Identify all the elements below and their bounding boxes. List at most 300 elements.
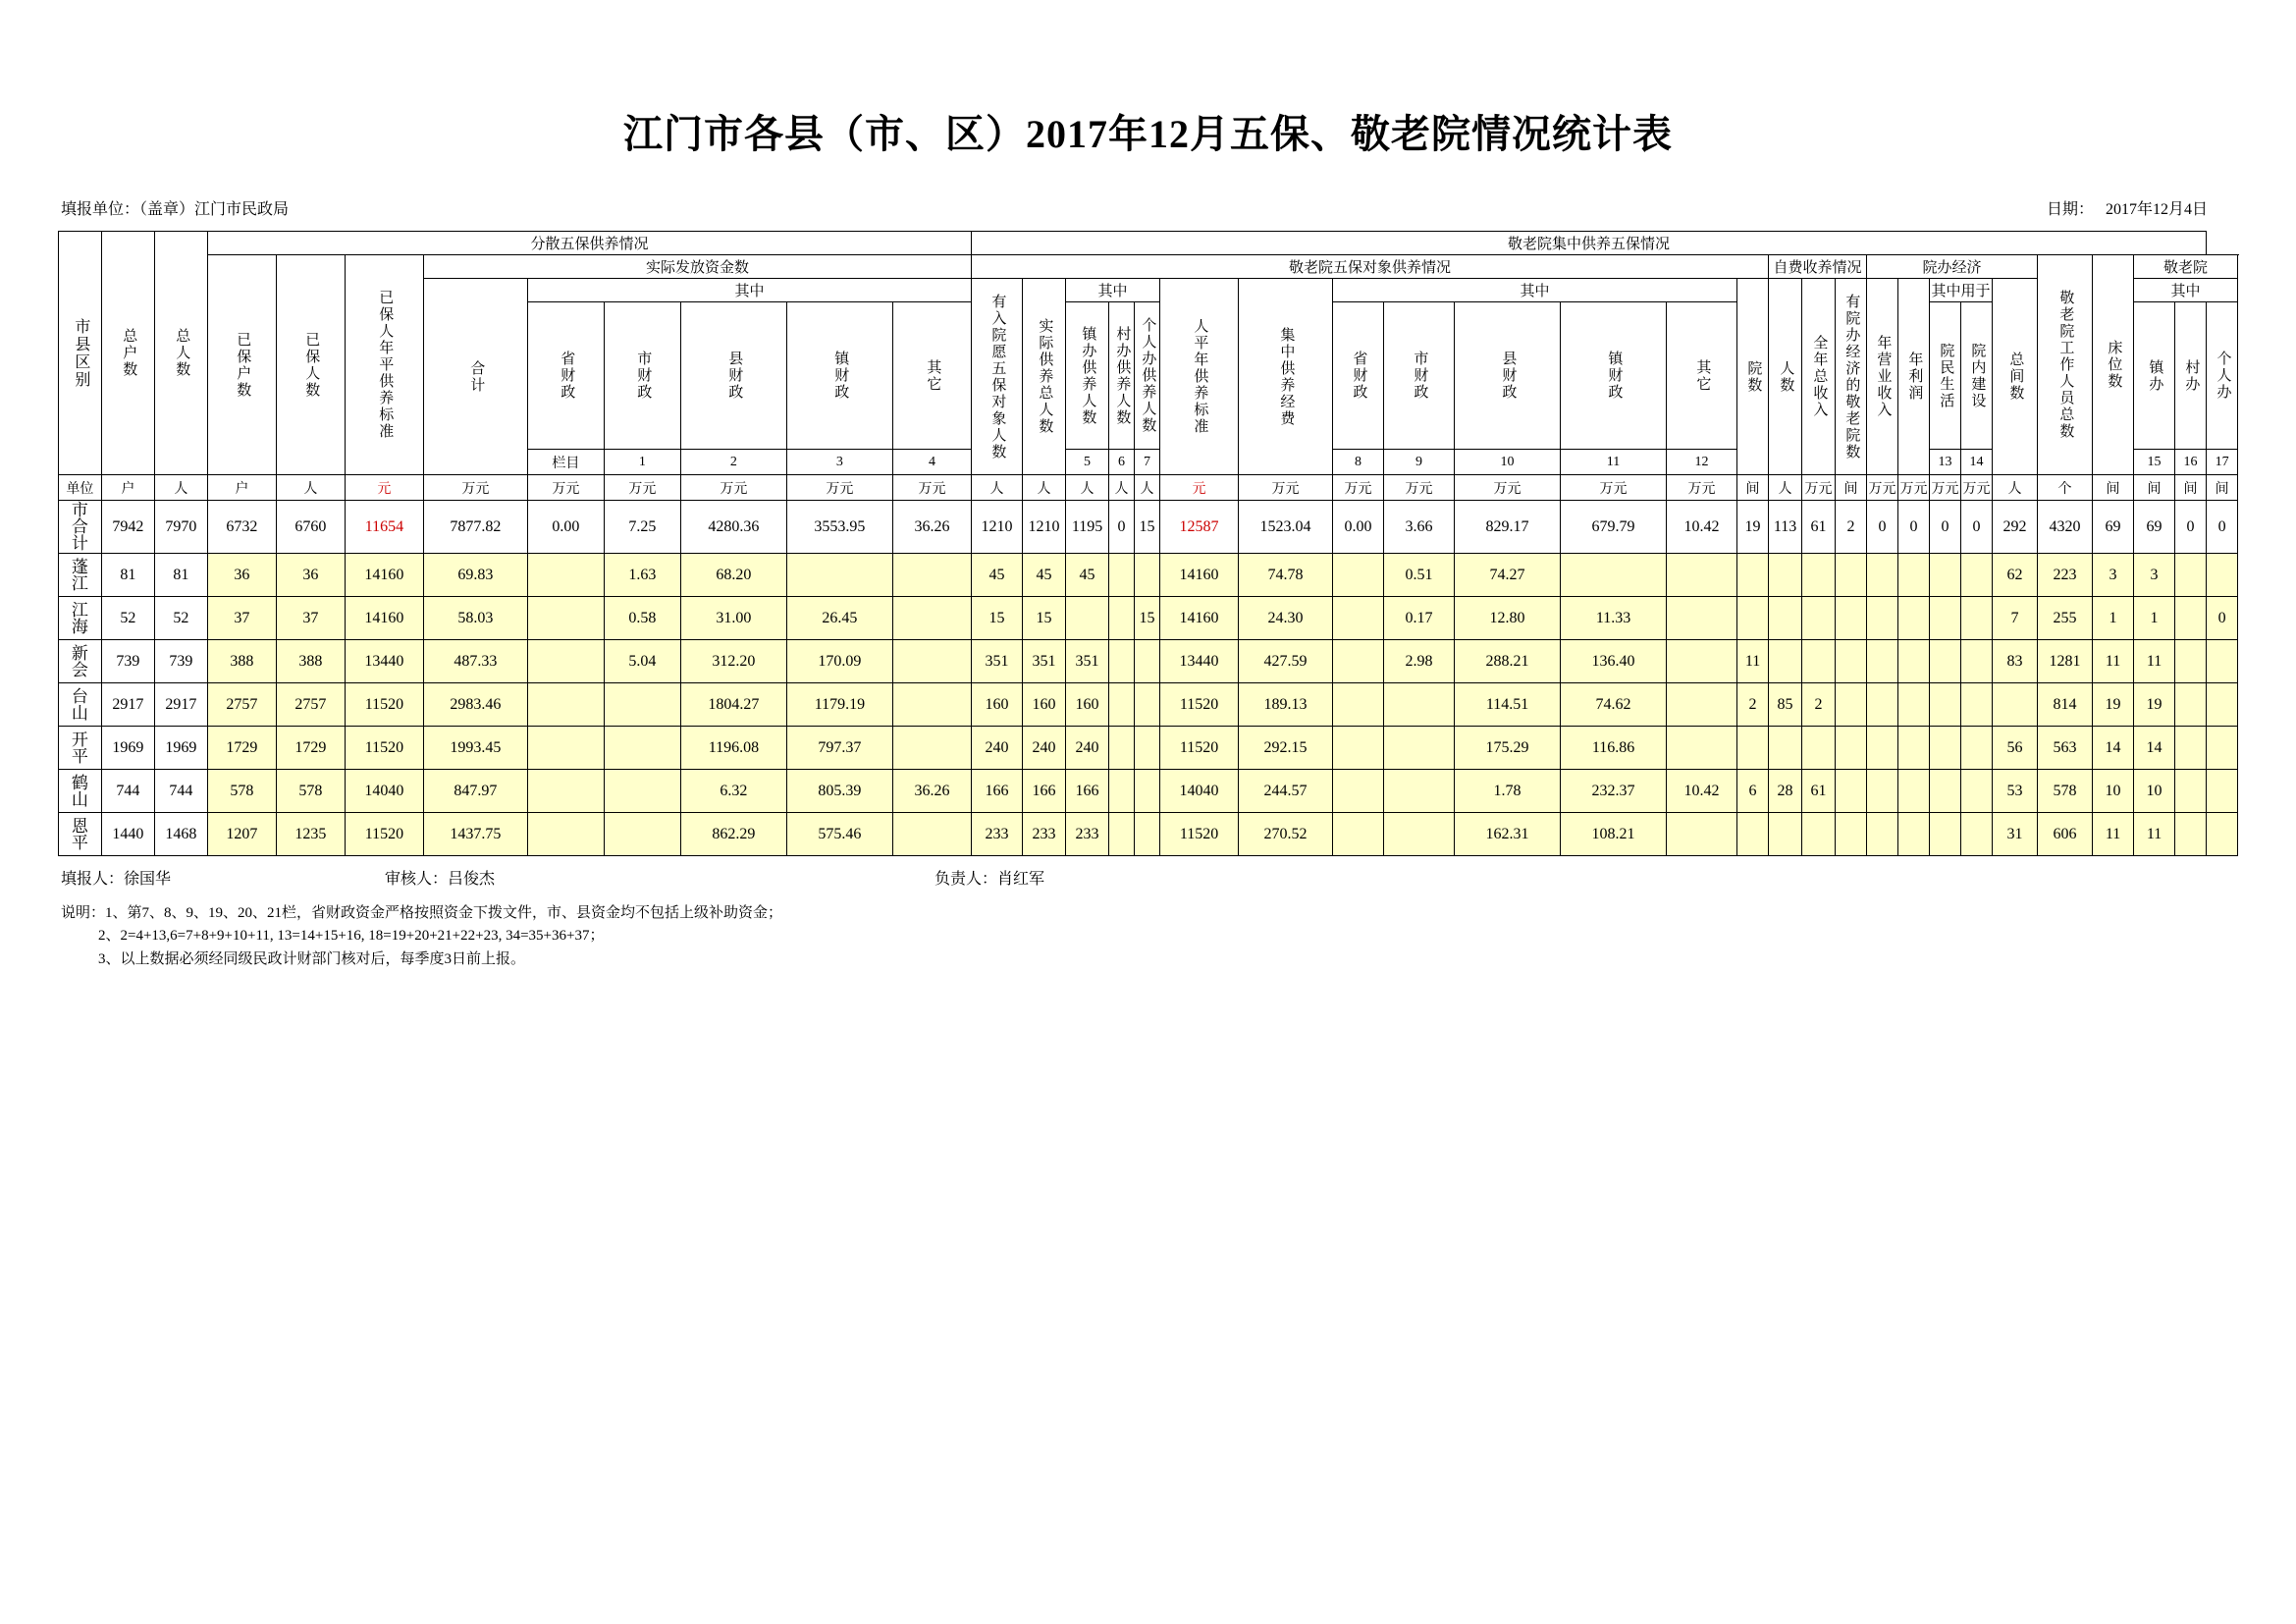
cell-c32: 56 <box>1993 727 2038 770</box>
cell-c5: 11520 <box>345 683 423 727</box>
cell-c30 <box>1930 640 1961 683</box>
cell-c25 <box>1769 727 1802 770</box>
unit-24: 间 <box>1737 475 1769 501</box>
header-group-institution: 敬老院集中供养五保情况 <box>972 232 2207 255</box>
cell-c37 <box>2207 554 2238 597</box>
unit-7: 万元 <box>527 475 604 501</box>
column-number-1: 1 <box>604 450 680 475</box>
header-county-fin-2: 县财政 <box>1455 302 1561 450</box>
cell-c21: 1.78 <box>1455 770 1561 813</box>
cell-c10: 575.46 <box>786 813 892 856</box>
header-county-fin: 县财政 <box>680 302 786 450</box>
cell-c36: 0 <box>2175 501 2207 554</box>
cell-c31 <box>1961 597 1993 640</box>
column-number-13: 13 <box>1930 450 1961 475</box>
cell-c25: 85 <box>1769 683 1802 727</box>
cell-c24 <box>1737 813 1769 856</box>
cell-c5: 13440 <box>345 640 423 683</box>
cell-c21: 829.17 <box>1455 501 1561 554</box>
header-town-run: 镇办 <box>2134 302 2175 450</box>
table-row <box>58 813 2237 856</box>
header-among-which-4: 其中 <box>2134 279 2238 302</box>
cell-c14: 166 <box>1066 770 1109 813</box>
cell-c35: 3 <box>2134 554 2175 597</box>
unit-31: 万元 <box>1961 475 1993 501</box>
header-total-households: 总户数 <box>101 232 154 475</box>
header-sum: 合计 <box>423 279 527 475</box>
cell-c29 <box>1898 727 1930 770</box>
cell-c27 <box>1836 554 1867 597</box>
cell-c27 <box>1836 640 1867 683</box>
cell-c3: 1207 <box>207 813 276 856</box>
cell-c6: 1437.75 <box>423 813 527 856</box>
cell-c20: 0.51 <box>1384 554 1455 597</box>
cell-c36 <box>2175 727 2207 770</box>
header-town-support: 镇办供养人数 <box>1066 302 1109 450</box>
cell-c25 <box>1769 813 1802 856</box>
header-total-people: 总人数 <box>154 232 207 475</box>
cell-c21: 175.29 <box>1455 727 1561 770</box>
column-number-2: 2 <box>680 450 786 475</box>
unit-37: 间 <box>2207 475 2238 501</box>
cell-c17: 11520 <box>1160 727 1239 770</box>
cell-c9: 1196.08 <box>680 727 786 770</box>
cell-c30 <box>1930 727 1961 770</box>
cell-c34: 3 <box>2093 554 2134 597</box>
unit-12: 人 <box>972 475 1023 501</box>
header-other-2: 其它 <box>1667 302 1737 450</box>
cell-c25 <box>1769 554 1802 597</box>
cell-c24: 19 <box>1737 501 1769 554</box>
meta-row <box>0 196 2296 219</box>
cell-c8: 1.63 <box>604 554 680 597</box>
cell-c8 <box>604 727 680 770</box>
cell-c15 <box>1109 597 1135 640</box>
cell-c10 <box>786 554 892 597</box>
cell-c34: 14 <box>2093 727 2134 770</box>
cell-c8 <box>604 683 680 727</box>
cell-c1: 52 <box>101 597 154 640</box>
cell-c27: 2 <box>1836 501 1867 554</box>
cell-c30 <box>1930 554 1961 597</box>
cell-c7 <box>527 597 604 640</box>
table-row <box>58 554 2237 597</box>
header-personal-support: 个人办供养人数 <box>1135 302 1160 450</box>
cell-c15: 0 <box>1109 501 1135 554</box>
unit-21: 万元 <box>1455 475 1561 501</box>
cell-c15 <box>1109 640 1135 683</box>
header-among-used-for: 其中用于 <box>1930 279 1993 302</box>
cell-c28 <box>1867 813 1898 856</box>
signature-row <box>0 866 2296 889</box>
table-row <box>58 597 2237 640</box>
cell-c18: 270.52 <box>1239 813 1333 856</box>
column-number-7: 7 <box>1135 450 1160 475</box>
date-label: 日期： <box>2046 201 2094 218</box>
page-title: 江门市各县（市、区）2017年12月五保、敬老院情况统计表 <box>623 112 1673 156</box>
cell-c29 <box>1898 770 1930 813</box>
column-number-8: 8 <box>1333 450 1384 475</box>
cell-c17: 12587 <box>1160 501 1239 554</box>
cell-c8 <box>604 770 680 813</box>
cell-c34: 69 <box>2093 501 2134 554</box>
cell-c23: 10.42 <box>1667 770 1737 813</box>
cell-c9: 862.29 <box>680 813 786 856</box>
cell-c28 <box>1867 770 1898 813</box>
unit-28: 万元 <box>1867 475 1898 501</box>
unit-14: 人 <box>1066 475 1109 501</box>
cell-c19 <box>1333 640 1384 683</box>
header-avg-standard: 已保人年平供养标准 <box>345 255 423 475</box>
cell-c18: 24.30 <box>1239 597 1333 640</box>
header-other: 其它 <box>892 302 971 450</box>
cell-c36 <box>2175 770 2207 813</box>
cell-c19 <box>1333 683 1384 727</box>
cell-c35: 11 <box>2134 640 2175 683</box>
column-number-6: 6 <box>1109 450 1135 475</box>
cell-c16 <box>1135 640 1160 683</box>
cell-c21: 12.80 <box>1455 597 1561 640</box>
cell-c19 <box>1333 554 1384 597</box>
cell-c35: 69 <box>2134 501 2175 554</box>
cell-c20 <box>1384 813 1455 856</box>
cell-c7 <box>527 640 604 683</box>
cell-c17: 14160 <box>1160 597 1239 640</box>
auditor: 审核人：吕俊杰 <box>385 871 496 888</box>
cell-c36 <box>2175 640 2207 683</box>
reporter: 填报人：徐国华 <box>61 871 172 888</box>
cell-c18: 244.57 <box>1239 770 1333 813</box>
cell-c16 <box>1135 813 1160 856</box>
cell-c2: 2917 <box>154 683 207 727</box>
cell-c6: 69.83 <box>423 554 527 597</box>
cell-c18: 189.13 <box>1239 683 1333 727</box>
cell-c19 <box>1333 727 1384 770</box>
cell-c29 <box>1898 813 1930 856</box>
cell-c22: 136.40 <box>1561 640 1667 683</box>
cell-c24 <box>1737 554 1769 597</box>
cell-c21: 162.31 <box>1455 813 1561 856</box>
cell-c24 <box>1737 727 1769 770</box>
header-institution-economy: 院办经济 <box>1867 255 2038 279</box>
column-number-16: 16 <box>2175 450 2207 475</box>
cell-c25 <box>1769 640 1802 683</box>
unit-29: 万元 <box>1898 475 1930 501</box>
unit-8: 万元 <box>604 475 680 501</box>
note-2: 2、2=4+13,6=7+8+9+10+11, 13=14+15+16, 18=19+20+21+22+23, 34=35+36+37； <box>98 928 605 945</box>
cell-c23 <box>1667 554 1737 597</box>
unit-1: 户 <box>101 475 154 501</box>
cell-c4: 6760 <box>276 501 345 554</box>
cell-c24 <box>1737 597 1769 640</box>
header-beds: 床位数 <box>2093 255 2134 475</box>
row-label: 江 海 <box>58 597 101 640</box>
cell-c2: 81 <box>154 554 207 597</box>
unit-6: 万元 <box>423 475 527 501</box>
cell-c7 <box>527 770 604 813</box>
cell-c24: 11 <box>1737 640 1769 683</box>
cell-c22 <box>1561 554 1667 597</box>
header-centralized-fee: 集中供养经费 <box>1239 279 1333 475</box>
cell-c30 <box>1930 683 1961 727</box>
cell-c30: 0 <box>1930 501 1961 554</box>
cell-c23 <box>1667 813 1737 856</box>
cell-c20: 0.17 <box>1384 597 1455 640</box>
cell-c4: 1235 <box>276 813 345 856</box>
cell-c13: 15 <box>1023 597 1066 640</box>
column-number-12: 12 <box>1667 450 1737 475</box>
cell-c17: 14160 <box>1160 554 1239 597</box>
cell-c26: 61 <box>1802 770 1836 813</box>
cell-c17: 14040 <box>1160 770 1239 813</box>
table-row <box>58 770 2237 813</box>
header-rooms: 院数 <box>1737 279 1769 475</box>
cell-c7: 0.00 <box>527 501 604 554</box>
cell-c13: 166 <box>1023 770 1066 813</box>
cell-c16 <box>1135 770 1160 813</box>
cell-c1: 744 <box>101 770 154 813</box>
cell-c22: 116.86 <box>1561 727 1667 770</box>
cell-c34: 11 <box>2093 640 2134 683</box>
cell-c14: 1195 <box>1066 501 1109 554</box>
cell-c8: 7.25 <box>604 501 680 554</box>
cell-c1: 1440 <box>101 813 154 856</box>
cell-c11 <box>892 597 971 640</box>
cell-c32 <box>1993 683 2038 727</box>
cell-c2: 1969 <box>154 727 207 770</box>
cell-c26 <box>1802 597 1836 640</box>
header-person-avg-standard: 人平年供养标准 <box>1160 279 1239 475</box>
cell-c17: 13440 <box>1160 640 1239 683</box>
cell-c12: 15 <box>972 597 1023 640</box>
date-value: 2017年12月4日 <box>2105 201 2208 218</box>
cell-c23: 10.42 <box>1667 501 1737 554</box>
column-number-14: 14 <box>1961 450 1993 475</box>
cell-c26 <box>1802 813 1836 856</box>
cell-c19 <box>1333 770 1384 813</box>
cell-c14 <box>1066 597 1109 640</box>
cell-c10: 170.09 <box>786 640 892 683</box>
cell-c16 <box>1135 554 1160 597</box>
table-row <box>58 501 2237 554</box>
cell-c4: 578 <box>276 770 345 813</box>
cell-c10: 797.37 <box>786 727 892 770</box>
cell-c20 <box>1384 683 1455 727</box>
cell-c10: 1179.19 <box>786 683 892 727</box>
cell-c6: 58.03 <box>423 597 527 640</box>
cell-c36 <box>2175 813 2207 856</box>
cell-c22: 232.37 <box>1561 770 1667 813</box>
cell-c10: 3553.95 <box>786 501 892 554</box>
cell-c1: 81 <box>101 554 154 597</box>
cell-c5: 11654 <box>345 501 423 554</box>
header-region: 市县区别 <box>58 232 101 475</box>
cell-c31 <box>1961 640 1993 683</box>
cell-c6: 2983.46 <box>423 683 527 727</box>
column-number-17: 17 <box>2207 450 2238 475</box>
cell-c2: 7970 <box>154 501 207 554</box>
cell-c5: 14160 <box>345 554 423 597</box>
cell-c4: 37 <box>276 597 345 640</box>
cell-c37 <box>2207 813 2238 856</box>
header-resident-life: 院民生活 <box>1930 302 1961 450</box>
cell-c1: 7942 <box>101 501 154 554</box>
cell-c34: 10 <box>2093 770 2134 813</box>
cell-c25: 113 <box>1769 501 1802 554</box>
cell-c4: 36 <box>276 554 345 597</box>
cell-c21: 114.51 <box>1455 683 1561 727</box>
cell-c37: 0 <box>2207 597 2238 640</box>
cell-c14: 160 <box>1066 683 1109 727</box>
header-has-economy-homes: 有院办经济的敬老院数 <box>1836 279 1867 475</box>
cell-c35: 1 <box>2134 597 2175 640</box>
cell-c33: 4320 <box>2038 501 2093 554</box>
cell-c4: 2757 <box>276 683 345 727</box>
cell-c27 <box>1836 770 1867 813</box>
cell-c18: 292.15 <box>1239 727 1333 770</box>
cell-c2: 52 <box>154 597 207 640</box>
header-annual-profit: 年利润 <box>1898 279 1930 475</box>
column-number-15: 15 <box>2134 450 2175 475</box>
header-operating-income: 年营业收入 <box>1867 279 1898 475</box>
cell-c27 <box>1836 727 1867 770</box>
cell-c22: 11.33 <box>1561 597 1667 640</box>
cell-c29 <box>1898 640 1930 683</box>
cell-c6: 1993.45 <box>423 727 527 770</box>
cell-c8 <box>604 813 680 856</box>
cell-c22: 679.79 <box>1561 501 1667 554</box>
cell-c3: 2757 <box>207 683 276 727</box>
cell-c15 <box>1109 727 1135 770</box>
unit-row <box>58 475 2237 501</box>
unit-11: 万元 <box>892 475 971 501</box>
cell-c5: 14040 <box>345 770 423 813</box>
cell-c26: 2 <box>1802 683 1836 727</box>
cell-c9: 312.20 <box>680 640 786 683</box>
cell-c18: 1523.04 <box>1239 501 1333 554</box>
unit-25: 人 <box>1769 475 1802 501</box>
cell-c27 <box>1836 597 1867 640</box>
cell-c3: 1729 <box>207 727 276 770</box>
cell-c17: 11520 <box>1160 813 1239 856</box>
notes <box>0 902 2296 971</box>
cell-c4: 388 <box>276 640 345 683</box>
cell-c16: 15 <box>1135 501 1160 554</box>
cell-c33: 563 <box>2038 727 2093 770</box>
unit-18: 万元 <box>1239 475 1333 501</box>
report-date <box>2047 196 2235 219</box>
header-insured-people: 已保人数 <box>276 255 345 475</box>
row-label: 开 平 <box>58 727 101 770</box>
cell-c33: 814 <box>2038 683 2093 727</box>
row-label: 新 会 <box>58 640 101 683</box>
cell-c6: 7877.82 <box>423 501 527 554</box>
unit-22: 万元 <box>1561 475 1667 501</box>
header-among-which-1: 其中 <box>527 279 971 302</box>
cell-c29: 0 <box>1898 501 1930 554</box>
cell-c2: 1468 <box>154 813 207 856</box>
row-label: 台 山 <box>58 683 101 727</box>
cell-c14: 233 <box>1066 813 1109 856</box>
cell-c14: 45 <box>1066 554 1109 597</box>
cell-c28 <box>1867 597 1898 640</box>
cell-c32: 83 <box>1993 640 2038 683</box>
cell-c37 <box>2207 683 2238 727</box>
cell-c32: 292 <box>1993 501 2038 554</box>
unit-33: 个 <box>2038 475 2093 501</box>
cell-c36 <box>2175 683 2207 727</box>
row-label: 蓬 江 <box>58 554 101 597</box>
cell-c14: 351 <box>1066 640 1109 683</box>
cell-c19: 0.00 <box>1333 501 1384 554</box>
unit-17: 元 <box>1160 475 1239 501</box>
cell-c19 <box>1333 597 1384 640</box>
cell-c27 <box>1836 813 1867 856</box>
cell-c31: 0 <box>1961 501 1993 554</box>
column-number-9: 9 <box>1384 450 1455 475</box>
cell-c21: 74.27 <box>1455 554 1561 597</box>
cell-c37 <box>2207 770 2238 813</box>
cell-c26 <box>1802 727 1836 770</box>
cell-c13: 240 <box>1023 727 1066 770</box>
cell-c7 <box>527 727 604 770</box>
unit-9: 万元 <box>680 475 786 501</box>
cell-c28 <box>1867 683 1898 727</box>
cell-c34: 11 <box>2093 813 2134 856</box>
cell-c6: 847.97 <box>423 770 527 813</box>
cell-c28 <box>1867 727 1898 770</box>
header-town-fin: 镇财政 <box>786 302 892 450</box>
unit-10: 万元 <box>786 475 892 501</box>
cell-c28: 0 <box>1867 501 1898 554</box>
cell-c26: 61 <box>1802 501 1836 554</box>
cell-c12: 233 <box>972 813 1023 856</box>
header-city-fin: 市财政 <box>604 302 680 450</box>
cell-c10: 805.39 <box>786 770 892 813</box>
cell-c17: 11520 <box>1160 683 1239 727</box>
cell-c3: 578 <box>207 770 276 813</box>
cell-c23 <box>1667 683 1737 727</box>
cell-c12: 45 <box>972 554 1023 597</box>
cell-c35: 10 <box>2134 770 2175 813</box>
cell-c33: 223 <box>2038 554 2093 597</box>
cell-c15 <box>1109 683 1135 727</box>
cell-c32: 7 <box>1993 597 2038 640</box>
cell-c11: 36.26 <box>892 770 971 813</box>
cell-c7 <box>527 683 604 727</box>
cell-c28 <box>1867 640 1898 683</box>
cell-c32: 53 <box>1993 770 2038 813</box>
cell-c37 <box>2207 640 2238 683</box>
header-insured-households: 已保户数 <box>207 255 276 475</box>
header-willing: 有入院愿五保对象人数 <box>972 279 1023 475</box>
unit-19: 万元 <box>1333 475 1384 501</box>
cell-c33: 1281 <box>2038 640 2093 683</box>
header-self-paid: 自费收养情况 <box>1769 255 1867 279</box>
cell-c11 <box>892 727 971 770</box>
cell-c18: 74.78 <box>1239 554 1333 597</box>
cell-c14: 240 <box>1066 727 1109 770</box>
column-number-11: 11 <box>1561 450 1667 475</box>
column-number-3: 3 <box>786 450 892 475</box>
cell-c1: 739 <box>101 640 154 683</box>
cell-c35: 19 <box>2134 683 2175 727</box>
cell-c34: 1 <box>2093 597 2134 640</box>
cell-c15 <box>1109 813 1135 856</box>
header-group-disperse: 分散五保供养情况 <box>207 232 971 255</box>
cell-c13: 351 <box>1023 640 1066 683</box>
header-institution-support: 敬老院五保对象供养情况 <box>972 255 1769 279</box>
